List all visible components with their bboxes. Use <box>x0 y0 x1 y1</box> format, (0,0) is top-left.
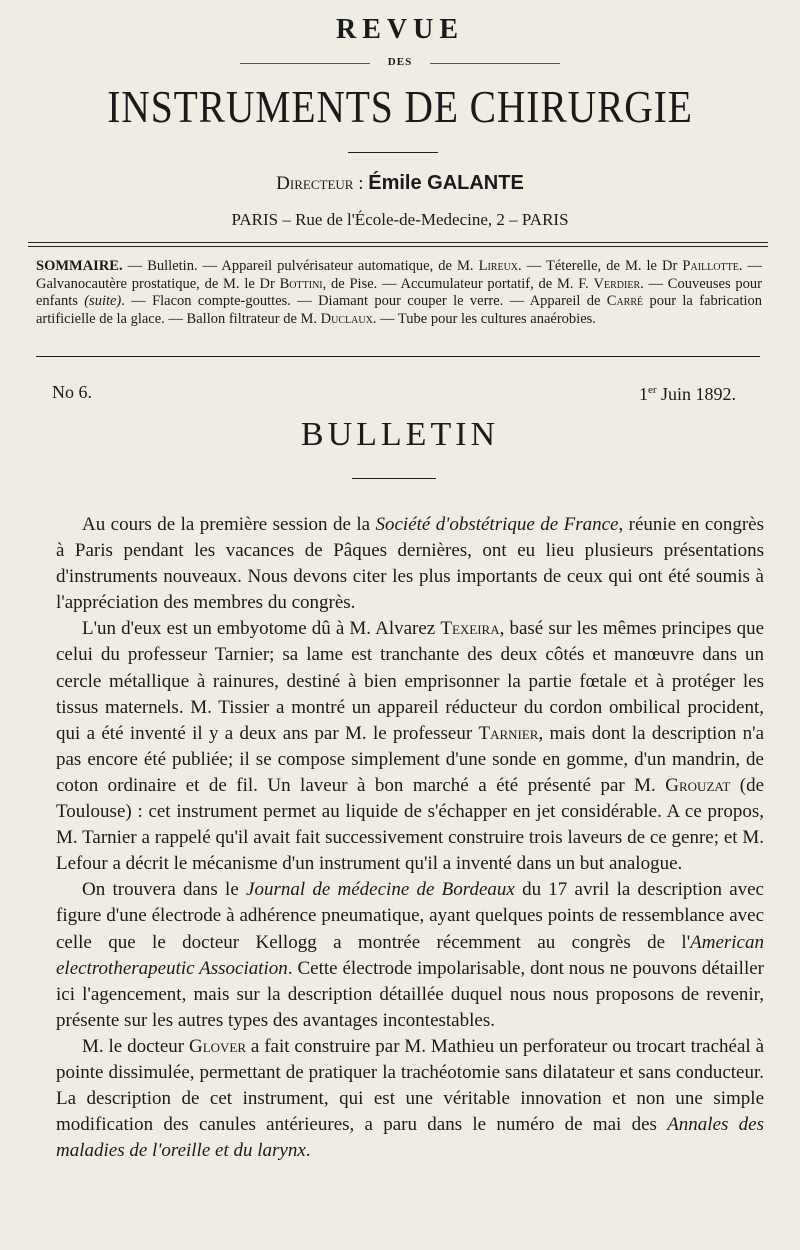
journal-title: INSTRUMENTS DE CHIRURGIE <box>107 81 693 132</box>
table-of-contents <box>36 258 762 328</box>
publisher-address: PARIS – Rue de l'École-de-Medecine, 2 – PARIS <box>231 210 569 229</box>
para-text: M. le docteur <box>82 1035 189 1057</box>
toc-name: Paillotte <box>682 258 739 274</box>
issue-number: No 6. <box>52 382 92 402</box>
para-text: L'un d'eux est un embyotome dû à M. Alvarez <box>82 618 441 640</box>
article-body <box>56 512 764 1164</box>
director-line <box>0 172 800 195</box>
divider <box>352 478 436 479</box>
para-text: . <box>305 1140 311 1162</box>
para-italic: Annales des maladies de l'oreille et du larynx <box>56 1114 764 1162</box>
paragraph <box>56 616 764 877</box>
divider <box>36 356 760 357</box>
toc-head: SOMMAIRE. <box>36 258 123 274</box>
para-name: Tarnier <box>478 722 539 744</box>
toc-text: — Bulletin. — Appareil pulvérisateur automatique, de M. <box>122 258 479 274</box>
para-name: Texeira <box>440 618 500 640</box>
journal-revue: REVUE <box>335 14 464 45</box>
paragraph <box>56 877 764 1034</box>
para-text: , mais dont la description n'a pas encore été publiée; il se compose simplement d'une sonde en gomme, d'un mandrin, de coton ordinaire et de fil. Un laveur à bon marché a été présenté par M. <box>56 722 765 796</box>
toc-name: Verdier <box>593 275 641 292</box>
para-text: , réunie en congrès à Paris pendant les vacances de Pâques dernières, ont eu lieu plusieurs présentations d'instruments nouveaux. Nous devons citer les plus importants de ceux qui ont été soumis à l'appréciation des membres du congrès. <box>56 514 765 614</box>
toc-text: . — Téterelle, de M. le Dr <box>518 258 683 274</box>
divider <box>348 152 438 153</box>
paragraph <box>56 512 764 616</box>
para-text: du 17 avril la description avec figure d'une électrode à adhérence pneumatique, ayant quelques points de ressemblance avec celle que le docteur Kellogg a montrée récemment au congrès de l' <box>56 879 764 953</box>
para-text: , basé sur les mêmes principes que celui du professeur Tarnier; sa lame est tranchante des deux côtés et manœuvre dans un cercle métallique à rainures, destiné à bien emprisonner la partie fœtale et à protéger les tissus maternels. M. Tissier a montré un appareil réducteur du cordon ombilical procident, qui a été inventé il y a deux ans par M. le professeur <box>56 618 764 744</box>
para-name: Grouzat <box>665 774 731 796</box>
para-text: (de Toulouse) : cet instrument permet au liquide de s'échapper en jet considérable. A ce propos, M. Tarnier a rappelé qu'il avait fait successivement construire trois laveurs de ce genre; et M. Lefour a décrit le mécanisme d'un instrument qu'il a inventé dans un but analogue. <box>56 774 765 875</box>
date-rest: Juin 1892. <box>656 384 736 404</box>
paragraph <box>56 1034 764 1164</box>
toc-name: Bottini <box>279 275 323 292</box>
para-text: a fait construire par M. Mathieu un perforateur ou trocart trachéal à pointe dissimulée, permettant de pratiquer la trachéotomie sans dilatateur et sans conducteur. La description de cet instrument, qui est une véritable innovation et non une simple modification des canules antérieures, a paru dans le numéro de mai des <box>56 1035 765 1136</box>
toc-name: Carré <box>606 293 644 309</box>
para-italic: American electrotherapeutic Association <box>56 931 764 979</box>
toc-text: . — Galvanocautère prostatique, de M. le Dr <box>36 258 762 292</box>
divider <box>430 63 560 64</box>
toc-text: , de Pise. — Accumulateur portatif, de M. F. <box>322 275 594 292</box>
section-title: BULLETIN <box>300 416 500 453</box>
director-name: Émile GALANTE <box>368 172 524 194</box>
journal-des: DES <box>387 56 413 68</box>
divider <box>28 246 768 247</box>
date-sup: er <box>647 384 657 396</box>
toc-text: . — Flacon compte-gouttes. — Diamant pour couper le verre. — Appareil de <box>121 293 607 309</box>
issue-date <box>639 384 736 405</box>
director-label: Directeur : <box>276 173 364 194</box>
toc-name: Lireux <box>478 258 519 274</box>
toc-text: pour la fabrication artificielle de la glace. — Ballon filtrateur de M. <box>36 293 762 327</box>
para-text: On trouvera dans le <box>82 879 247 901</box>
toc-text: . — Tube pour les cultures anaérobies. <box>372 310 596 327</box>
divider <box>28 242 768 243</box>
date-day: 1 <box>638 384 648 404</box>
para-italic: Société d'obstétrique de France <box>375 514 619 535</box>
toc-italic: (suite) <box>84 293 122 309</box>
toc-text: . — Couveuses pour enfants <box>36 275 762 309</box>
para-text: Au cours de la première session de la <box>82 514 376 535</box>
toc-name: Duclaux <box>320 310 373 327</box>
para-name: Glover <box>188 1035 247 1057</box>
para-text: . Cette électrode impolarisable, dont nous ne pouvons détailler ici l'agencement, mais sur la description détaillée duquel nous nous proposons de revenir, présente sur les autres types des avantages incontestables. <box>56 957 764 1031</box>
para-italic: Journal de médecine de Bordeaux <box>246 879 515 901</box>
